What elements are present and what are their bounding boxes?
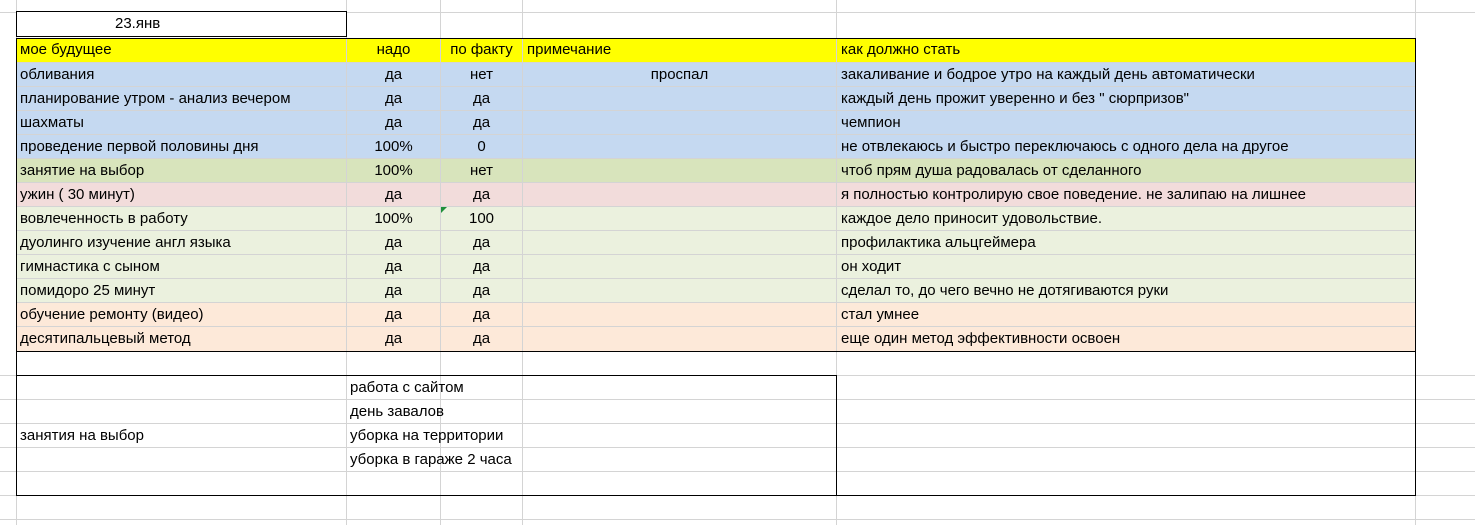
fact-cell[interactable]: да xyxy=(440,279,522,303)
need-cell[interactable]: да xyxy=(346,63,440,87)
need-cell[interactable]: да xyxy=(346,231,440,255)
header-cell-note[interactable]: примечание xyxy=(522,38,836,62)
task-cell[interactable]: планирование утром - анализ вечером xyxy=(20,90,291,107)
need-cell[interactable]: 100% xyxy=(346,159,440,183)
fact-cell[interactable]: нет xyxy=(440,63,522,87)
goal-cell[interactable]: чтоб прям душа радовалась от сделанного xyxy=(836,159,1415,183)
choice-item[interactable]: работа с сайтом xyxy=(350,379,464,396)
fact-cell[interactable]: да xyxy=(440,327,522,351)
goal-cell[interactable]: профилактика альцгеймера xyxy=(836,231,1415,255)
task-cell[interactable]: обучение ремонту (видео) xyxy=(20,306,204,323)
need-cell[interactable]: да xyxy=(346,255,440,279)
choice-item[interactable]: уборка в гараже 2 часа xyxy=(350,451,512,468)
task-cell[interactable]: обливания xyxy=(20,66,95,83)
header-cell-need[interactable]: надо xyxy=(346,38,440,62)
gridline xyxy=(0,519,1475,520)
task-cell[interactable]: десятипальцевый метод xyxy=(20,330,191,347)
goal-cell[interactable]: я полностью контролирую свое поведение. не залипаю на лишнее xyxy=(836,183,1415,207)
task-cell[interactable]: шахматы xyxy=(20,114,84,131)
task-cell[interactable]: занятие на выбор xyxy=(20,162,145,179)
need-cell[interactable]: да xyxy=(346,111,440,135)
task-cell[interactable]: вовлеченность в работу xyxy=(20,210,188,227)
choice-item[interactable]: день завалов xyxy=(350,403,444,420)
need-cell[interactable]: да xyxy=(346,303,440,327)
note-cell[interactable]: проспал xyxy=(522,63,836,87)
header-cell-future[interactable]: мое будущее xyxy=(20,41,112,58)
header-cell-fact[interactable]: по факту xyxy=(440,38,522,62)
goal-cell[interactable]: каждый день прожит уверенно и без " сюрпризов" xyxy=(836,87,1415,111)
fact-cell[interactable]: да xyxy=(440,87,522,111)
fact-cell[interactable]: да xyxy=(440,111,522,135)
goal-cell[interactable]: закаливание и бодрое утро на каждый день автоматически xyxy=(836,63,1415,87)
need-cell[interactable]: да xyxy=(346,183,440,207)
need-cell[interactable]: да xyxy=(346,87,440,111)
need-cell[interactable]: 100% xyxy=(346,135,440,159)
goal-cell[interactable]: сделал то, до чего вечно не дотягиваются руки xyxy=(836,279,1415,303)
goal-cell[interactable]: не отвлекаюсь и быстро переключаюсь с одного дела на другое xyxy=(836,135,1415,159)
task-cell[interactable]: дуолинго изучение англ языка xyxy=(20,234,231,251)
choice-label[interactable]: занятия на выбор xyxy=(20,427,144,444)
fact-cell[interactable]: да xyxy=(440,231,522,255)
need-cell[interactable]: да xyxy=(346,327,440,351)
task-cell[interactable]: ужин ( 30 минут) xyxy=(20,186,135,203)
goal-cell[interactable]: каждое дело приносит удовольствие. xyxy=(836,207,1415,231)
fact-cell[interactable]: да xyxy=(440,183,522,207)
choice-item[interactable]: уборка на территории xyxy=(350,427,504,444)
task-cell[interactable]: проведение первой половины дня xyxy=(20,138,259,155)
goal-cell[interactable]: он ходит xyxy=(836,255,1415,279)
task-cell[interactable]: помидоро 25 минут xyxy=(20,282,156,299)
table-border xyxy=(16,38,1416,352)
fact-cell[interactable]: нет xyxy=(440,159,522,183)
fact-cell[interactable]: да xyxy=(440,303,522,327)
header-cell-goal[interactable]: как должно стать xyxy=(836,38,1415,62)
need-cell[interactable]: 100% xyxy=(346,207,440,231)
goal-cell[interactable]: стал умнее xyxy=(836,303,1415,327)
fact-cell[interactable]: да xyxy=(440,255,522,279)
fact-cell[interactable]: 0 xyxy=(440,135,522,159)
task-cell[interactable]: гимнастика с сыном xyxy=(20,258,160,275)
goal-cell[interactable]: еще один метод эффективности освоен xyxy=(836,327,1415,351)
goal-cell[interactable]: чемпион xyxy=(836,111,1415,135)
need-cell[interactable]: да xyxy=(346,279,440,303)
fact-cell[interactable]: 100 xyxy=(440,207,522,231)
date-cell[interactable]: 23.янв xyxy=(16,11,347,37)
